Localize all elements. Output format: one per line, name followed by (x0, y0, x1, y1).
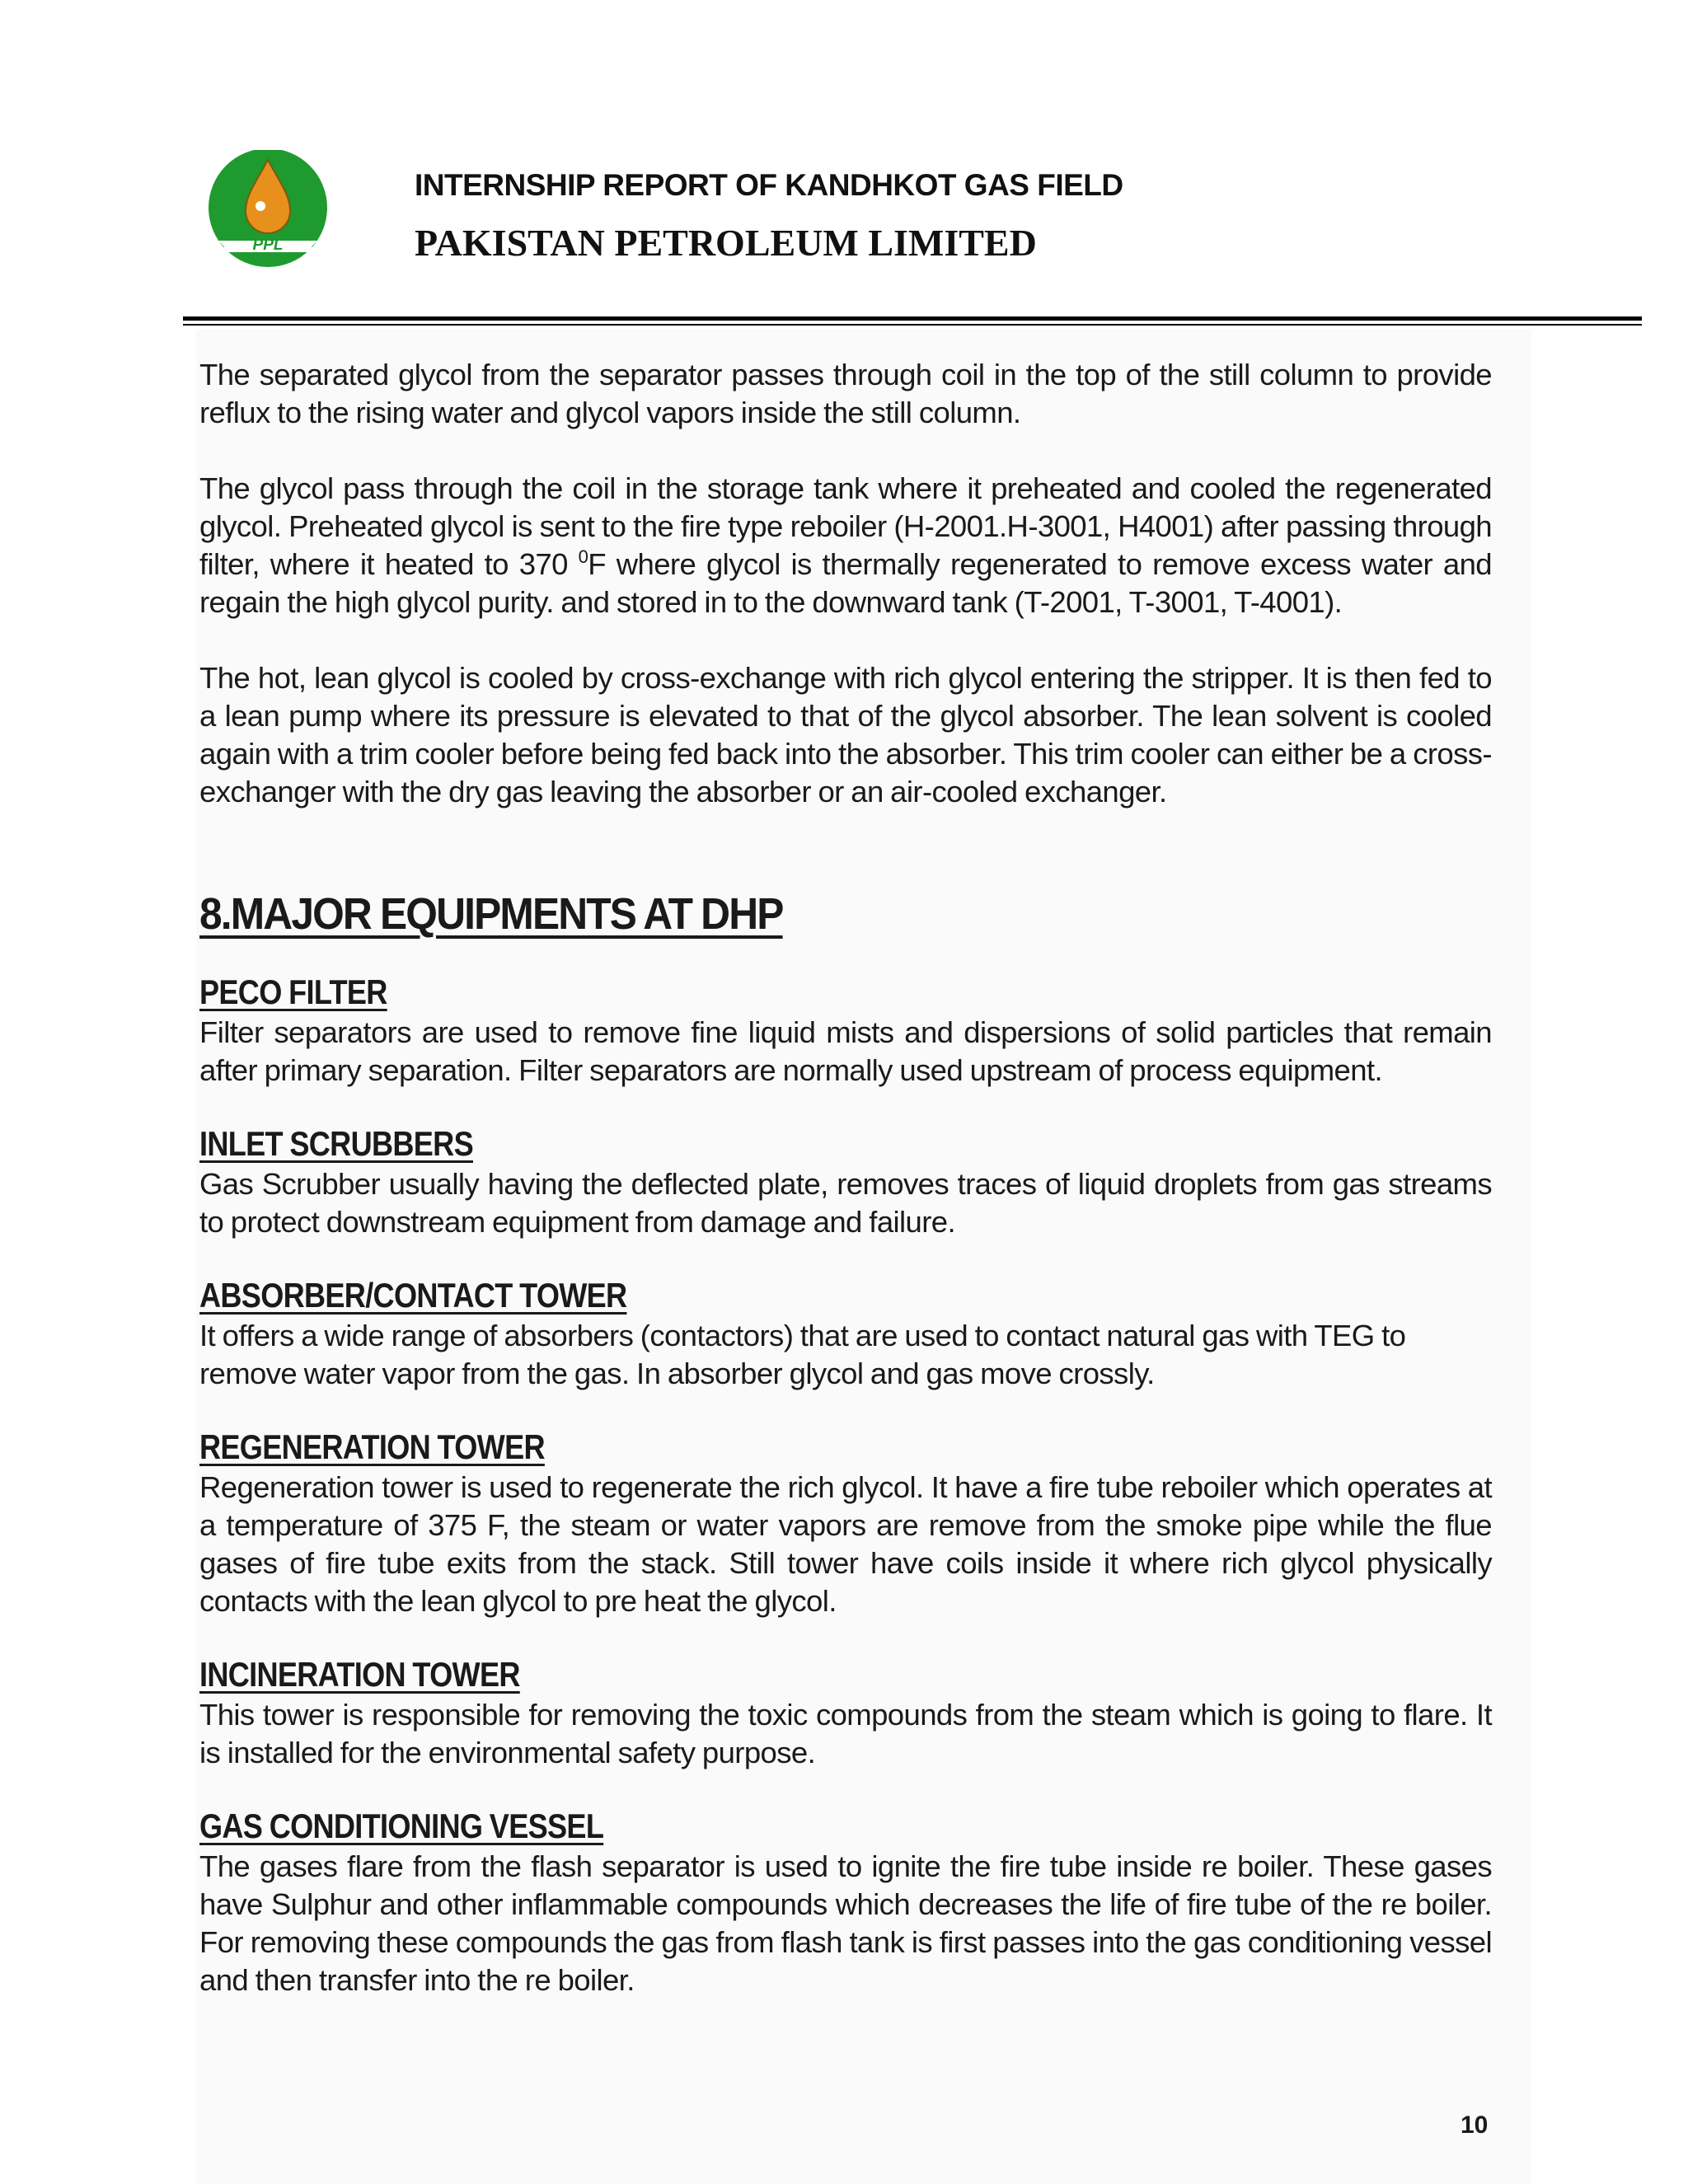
paragraph: The glycol pass through the coil in the storage tank where it preheated and cooled the regenerated glycol. Preheated glycol is sent to the fire type reboiler (H-2001.H-3001, H4001) after passing through filter, where it heated to 370 $^0$F where glycol is thermally regenerated to remove excess water and regain the high glycol purity. and stored in to the downward tank (T-2001, T-3001, T-4001). (199, 471, 1492, 619)
paragraph: The separated glycol from the separator passes through coil in the top of the still column to provide reflux to the rising water and glycol vapors inside the still column. (199, 358, 1492, 429)
company-name: PAKISTAN PETROLEUM LIMITED (415, 222, 1037, 264)
equipment-item (199, 1122, 1492, 1241)
equipment-description: Regeneration tower is used to regenerate the rich glycol. It have a fire tube reboiler which operates at a temperature of 375 F, the steam or water vapors are remove from the smoke pipe while the flue gases of fire tube exits from the stack. Still tower have coils inside it where rich glycol physically contacts with the lean glycol to pre heat the glycol. (199, 1470, 1492, 1618)
equipment-heading: PECO FILTER (199, 972, 387, 1011)
header-rule-thin (183, 324, 1642, 326)
equipment-heading: ABSORBER/CONTACT TOWER (199, 1276, 627, 1315)
equipment-heading: INCINERATION TOWER (199, 1655, 520, 1694)
equipment-item (199, 971, 1492, 1090)
equipment-description: This tower is responsible for removing the toxic compounds from the steam which is going to flare. It is installed for the environmental safety purpose. (199, 1698, 1492, 1769)
equipment-description: Filter separators are used to remove fine liquid mists and dispersions of solid particles that remain after primary separation. Filter separators are normally used upstream of process equipment. (199, 1015, 1492, 1087)
logo-text: PPL (252, 237, 284, 254)
superscript: 0 (578, 546, 588, 567)
equipment-description: Gas Scrubber usually having the deflected plate, removes traces of liquid droplets from gas streams to protect downstream equipment from damage and failure. (199, 1167, 1492, 1239)
section-title: 8.MAJOR EQUIPMENTS AT DHP (199, 889, 783, 939)
equipment-item (199, 1653, 1492, 1772)
header-rule-thick (183, 316, 1642, 321)
equipment-description-line: It offers a wide range of absorbers (contactors) that are used to contact natural gas with TEG to (199, 1319, 1406, 1352)
equipment-heading: GAS CONDITIONING VESSEL (199, 1807, 604, 1845)
equipment-heading: REGENERATION TOWER (199, 1427, 545, 1466)
equipment-item (199, 1274, 1492, 1393)
equipment-item (199, 1426, 1492, 1620)
equipment-item (199, 1805, 1492, 1999)
ppl-logo (198, 150, 338, 274)
page-number: 10 (1461, 2111, 1489, 2139)
paragraph: The hot, lean glycol is cooled by cross-exchange with rich glycol entering the stripper. It is then fed to a lean pump where its pressure is elevated to that of the glycol absorber. The lean solvent is cooled again with a trim cooler before being fed back into the absorber. This trim cooler can either be a cross-exchanger with the dry gas leaving the absorber or an air-cooled exchanger. (199, 661, 1492, 808)
equipment-description-line: remove water vapor from the gas. In absorber glycol and gas move crossly. (199, 1357, 1155, 1390)
equipment-heading: INLET SCRUBBERS (199, 1124, 473, 1163)
equipment-description: The gases flare from the flash separator is used to ignite the fire tube inside re boiler. These gases have Sulphur and other inflammable compounds which decreases the life of fire tube of the re boiler. For removing these compounds the gas from flash tank is first passes into the gas conditioning vessel and then transfer into the re boiler. (199, 1849, 1492, 1997)
report-title: INTERNSHIP REPORT OF KANDHKOT GAS FIELD (415, 168, 1123, 202)
page-body (199, 356, 1492, 2032)
